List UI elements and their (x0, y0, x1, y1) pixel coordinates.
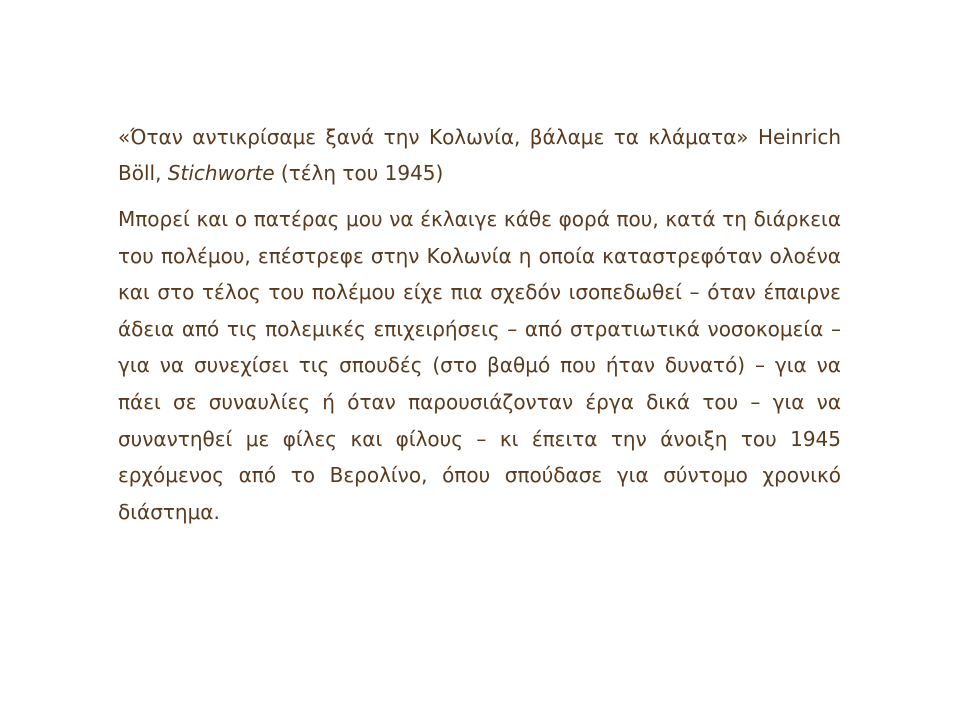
body-paragraph: Μπορεί και ο πατέρας μου να έκλαιγε κάθε φορά που, κατά τη διάρκεια του πολέμου, επέστρεφε στην Κολωνία η οποία καταστρεφόταν ολοένα και στο τέλος του πολέμου είχε πια σχεδόν ισοπεδωθεί – όταν έπαιρνε άδεια από τις πολεμικές επιχειρήσεις – από στρατιωτικά νοσοκομεία – για να συνεχίσει τις σπουδές (στο βαθμό που ήταν δυνατό) – για να πάει σε συναυλίες ή όταν παρουσιάζονταν έργα δικά του – για να συναντηθεί με φίλες και φίλους – κι έπειτα την άνοιξη του 1945 ερχόμενος από το Βερολίνο, όπου σπούδασε για σύντομο χρονικό διάστημα. (118, 207, 841, 524)
epigraph (118, 119, 841, 191)
text-block (118, 119, 841, 530)
epigraph-date-note: (τέλη του 1945) (280, 161, 444, 185)
epigraph-quote: «Όταν αντικρίσαμε ξανά την Κολωνία, βάλαμε τα κλάματα» Heinrich Böll, (118, 125, 841, 185)
epigraph-work-title: Stichworte (167, 161, 275, 185)
